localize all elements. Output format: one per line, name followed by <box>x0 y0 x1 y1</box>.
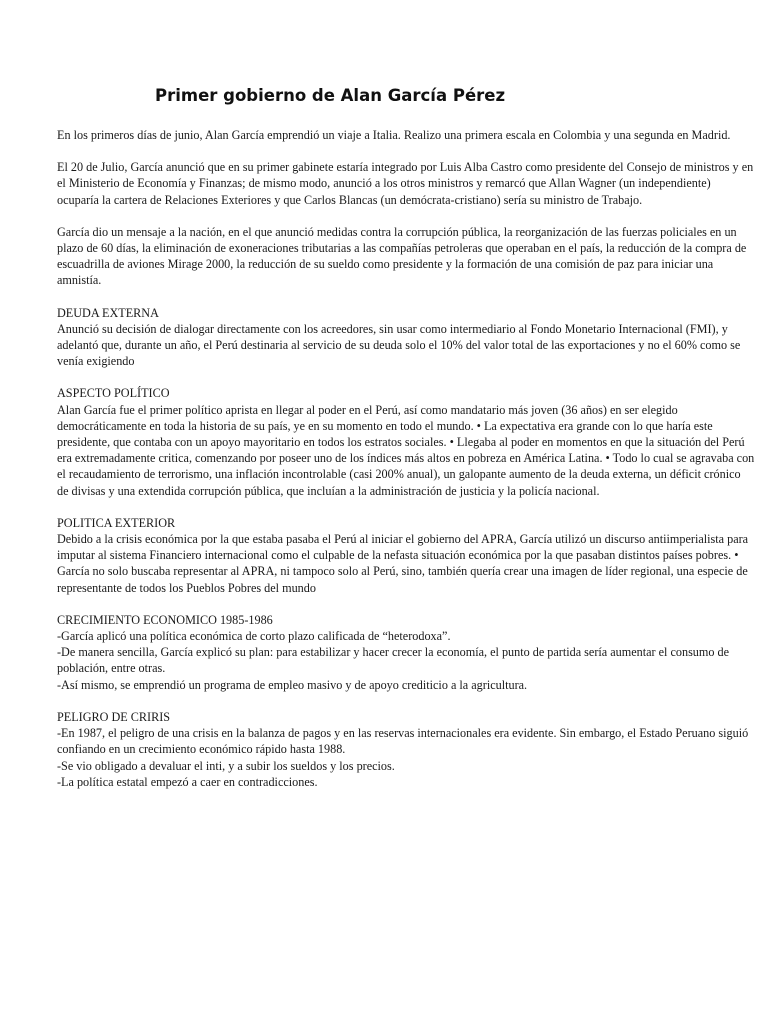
section-heading: DEUDA EXTERNA <box>57 305 159 320</box>
section-politica-exterior <box>57 515 755 596</box>
paragraph-gabinete: El 20 de Julio, García anunció que en su primer gabinete estaría integrado por Luis Alba Castro como presidente del Consejo de ministros y en el Ministerio de Economía y Finanzas; de mismo modo, anunció a los otros ministros y remarcó que Allan Wagner (un independiente) ocuparía la cartera de Relaciones Exteriores y que Carlos Blancas (un demócrata-cristiano) sería su ministro de Trabajo. <box>57 160 754 207</box>
paragraph-viaje: En los primeros días de junio, Alan García emprendió un viaje a Italia. Realizo una primera escala en Colombia y una segunda en Madrid. <box>57 128 731 142</box>
section-heading: POLITICA EXTERIOR <box>57 515 176 530</box>
section-bullet: -En 1987, el peligro de una crisis en la balanza de pagos y en las reservas internacionales era evidente. Sin embargo, el Estado Peruano siguió confiando en un crecimiento económico rápido hasta 1988. <box>57 726 749 757</box>
section-text: Debido a la crisis económica por la que estaba pasaba el Perú al iniciar el gobierno del APRA, García utilizó un discurso antiimperialista para imputar al sistema Financiero internacional como el culpable de la nefasta situación económica por la que pasaban distintos países pobres. • García no solo buscaba representar al APRA, ni tampoco solo al Perú, sino, también quería crear una imagen de líder regional, una especie de representante de todos los Pueblos Pobres del mundo <box>57 532 749 595</box>
section-heading: CRECIMIENTO ECONOMICO 1985-1986 <box>57 612 273 627</box>
section-bullet: -Se vio obligado a devaluar el inti, y a subir los sueldos y los precios. <box>57 758 395 773</box>
section-text: Alan García fue el primer político aprista en llegar al poder en el Perú, así como mandatario más joven (36 años) en ser elegido democráticamente en toda la historia de su país, ye en su momento en todo el mundo. • La expectativa era grande con lo que haría este presidente, que contaba con un apoyo mayoritario en todos los estratos sociales. • Llegaba al poder en momentos en que la situación del Perú era extremadamente critica, comenzando por poseer uno de los índices más altos en pobreza en América Latina. • Todo lo cual se agravaba con el recaudamiento de terrorismo, una inflación incontrolable (casi 200% anual), un galopante aumento de la deuda externa, un déficit crónico de divisas y una extendida corrupción pública, que incluían a la administración de justicia y la policía nacional. <box>57 402 755 498</box>
document-title: Primer gobierno de Alan García Pérez <box>155 86 506 105</box>
section-crecimiento-economico <box>57 612 755 693</box>
section-text: Anunció su decisión de dialogar directamente con los acreedores, sin usar como intermediario al Fondo Monetario Internacional (FMI), y adelantó que, durante un año, el Perú destinaria al servicio de su deuda solo el 10% del valor total de las exportaciones y no el 60% como se venía exigiendo <box>57 321 741 369</box>
section-bullet: -La política estatal empezó a caer en contradicciones. <box>57 774 318 789</box>
section-bullet: -Así mismo, se emprendió un programa de empleo masivo y de apoyo crediticio a la agricultura. <box>57 677 528 692</box>
section-heading: PELIGRO DE CRIRIS <box>57 709 171 724</box>
section-peligro-crisis <box>57 709 755 790</box>
paragraph-mensaje-nacion: García dio un mensaje a la nación, en el que anunció medidas contra la corrupción pública, la reorganización de las fuerzas policiales en un plazo de 60 días, la eliminación de exoneraciones tributarias a las compañías petroleras que operaban en el país, la reducción de la compra de escuadrilla de aviones Mirage 2000, la reducción de su sueldo como presidente y la formación de una comisión de paz para iniciar una amnistía. <box>57 224 747 288</box>
section-aspecto-politico <box>57 385 755 498</box>
document-page <box>57 84 755 806</box>
section-heading: ASPECTO POLÍTICO <box>57 386 170 401</box>
section-deuda-externa <box>57 305 755 370</box>
section-bullet: -De manera sencilla, García explicó su plan: para estabilizar y hacer crecer la economía, el punto de partida sería aumentar el consumo de población, entre otras. <box>57 645 730 676</box>
section-bullet: -García aplicó una política económica de corto plazo calificada de “heterodoxa”. <box>57 629 451 644</box>
